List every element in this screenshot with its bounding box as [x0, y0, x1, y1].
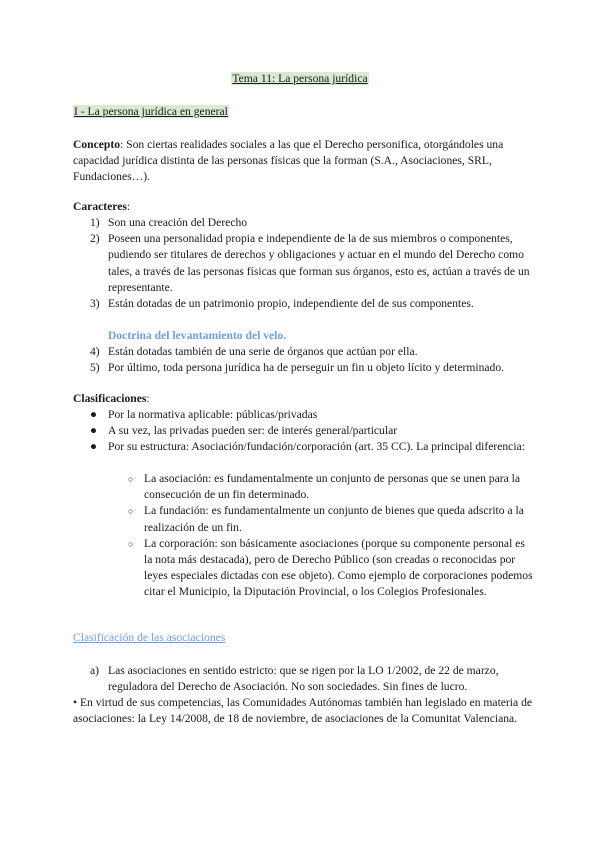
list-item: a) Las asociaciones en sentido estricto: que se rigen por la LO 1/2002, de 22 de marzo, reguladora del Derecho de Asociación. No son sociedades. Sin fines de lucro. [90, 664, 499, 694]
document-title: Tema 11: La persona jurídica [232, 72, 368, 85]
list-item: ○ La asociación: es fundamentalmente un conjunto de personas que se unen para la consecución de un fin determinado. [128, 472, 521, 502]
asociaciones-note: • En virtud de sus competencias, las Comunidades Autónomas también han legislado en materia de asociaciones: la Ley 14/2008, de 18 de noviembre, de asociaciones de la Comunitat Valenciana. [73, 696, 533, 726]
list-item: ● Por su estructura: Asociación/fundación/corporación (art. 35 CC). La principal diferencia: [90, 440, 525, 454]
doctrina-heading: Doctrina del levantamiento del velo. [108, 329, 287, 342]
concepto-paragraph [73, 137, 533, 186]
list-item: ● A su vez, las privadas pueden ser: de interés general/particular [90, 424, 398, 438]
list-item: 4) Están dotadas también de una serie de órganos que actúan por ella. [90, 345, 418, 358]
asociaciones-list [90, 663, 535, 695]
caracteres-list-continued [90, 344, 535, 376]
concepto-text: : Son ciertas realidades sociales a las que el Derecho personifica, otorgándoles una capacidad jurídica distinta de las personas físicas que la forman (S.A., Asociaciones, SRL, Fundaciones…). [73, 138, 504, 184]
clasificaciones-list [90, 407, 535, 456]
list-item: 2) Poseen una personalidad propia e independiente de la de sus miembros o componentes, pudiendo ser titulares de derechos y obligaciones y actuar en el mundo del Derecho como tales, a través de las personas físicas que forman sus órganos, esto es, actúan a través de un representante. [90, 232, 530, 294]
estructura-sublist [128, 471, 535, 601]
clasificaciones-heading: Clasificaciones: [73, 392, 150, 405]
asociaciones-heading: Clasificación de las asociaciones [73, 631, 226, 644]
list-item: ○ La fundación: es fundamentalmente un conjunto de bienes que queda adscrito a la realización de un fin. [128, 504, 524, 534]
list-item: 1) Son una creación del Derecho [90, 216, 248, 229]
concepto-label: Concepto [73, 138, 121, 151]
list-item: ● Por la normativa aplicable: públicas/privadas [90, 408, 318, 421]
list-item: 3) Están dotadas de un patrimonio propio, independiente del de sus componentes. [90, 297, 474, 311]
caracteres-list [90, 215, 535, 312]
list-item: 5) Por último, toda persona jurídica ha de perseguir un fin u objeto lícito y determinado. [90, 361, 505, 375]
caracteres-heading: Caracteres: [73, 200, 131, 213]
section-heading-general: I - La persona jurídica en general [74, 105, 228, 118]
list-item: ○ La corporación: son básicamente asociaciones (porque su componente personal es la nota más destacada), pero de Derecho Público (son creadas o reconocidas por leyes especiales dictadas con ese objeto). Como ejemplo de corporaciones podemos citar el Municipio, la Diputación Provincial, o los Colegios Profesionales. [128, 536, 533, 599]
